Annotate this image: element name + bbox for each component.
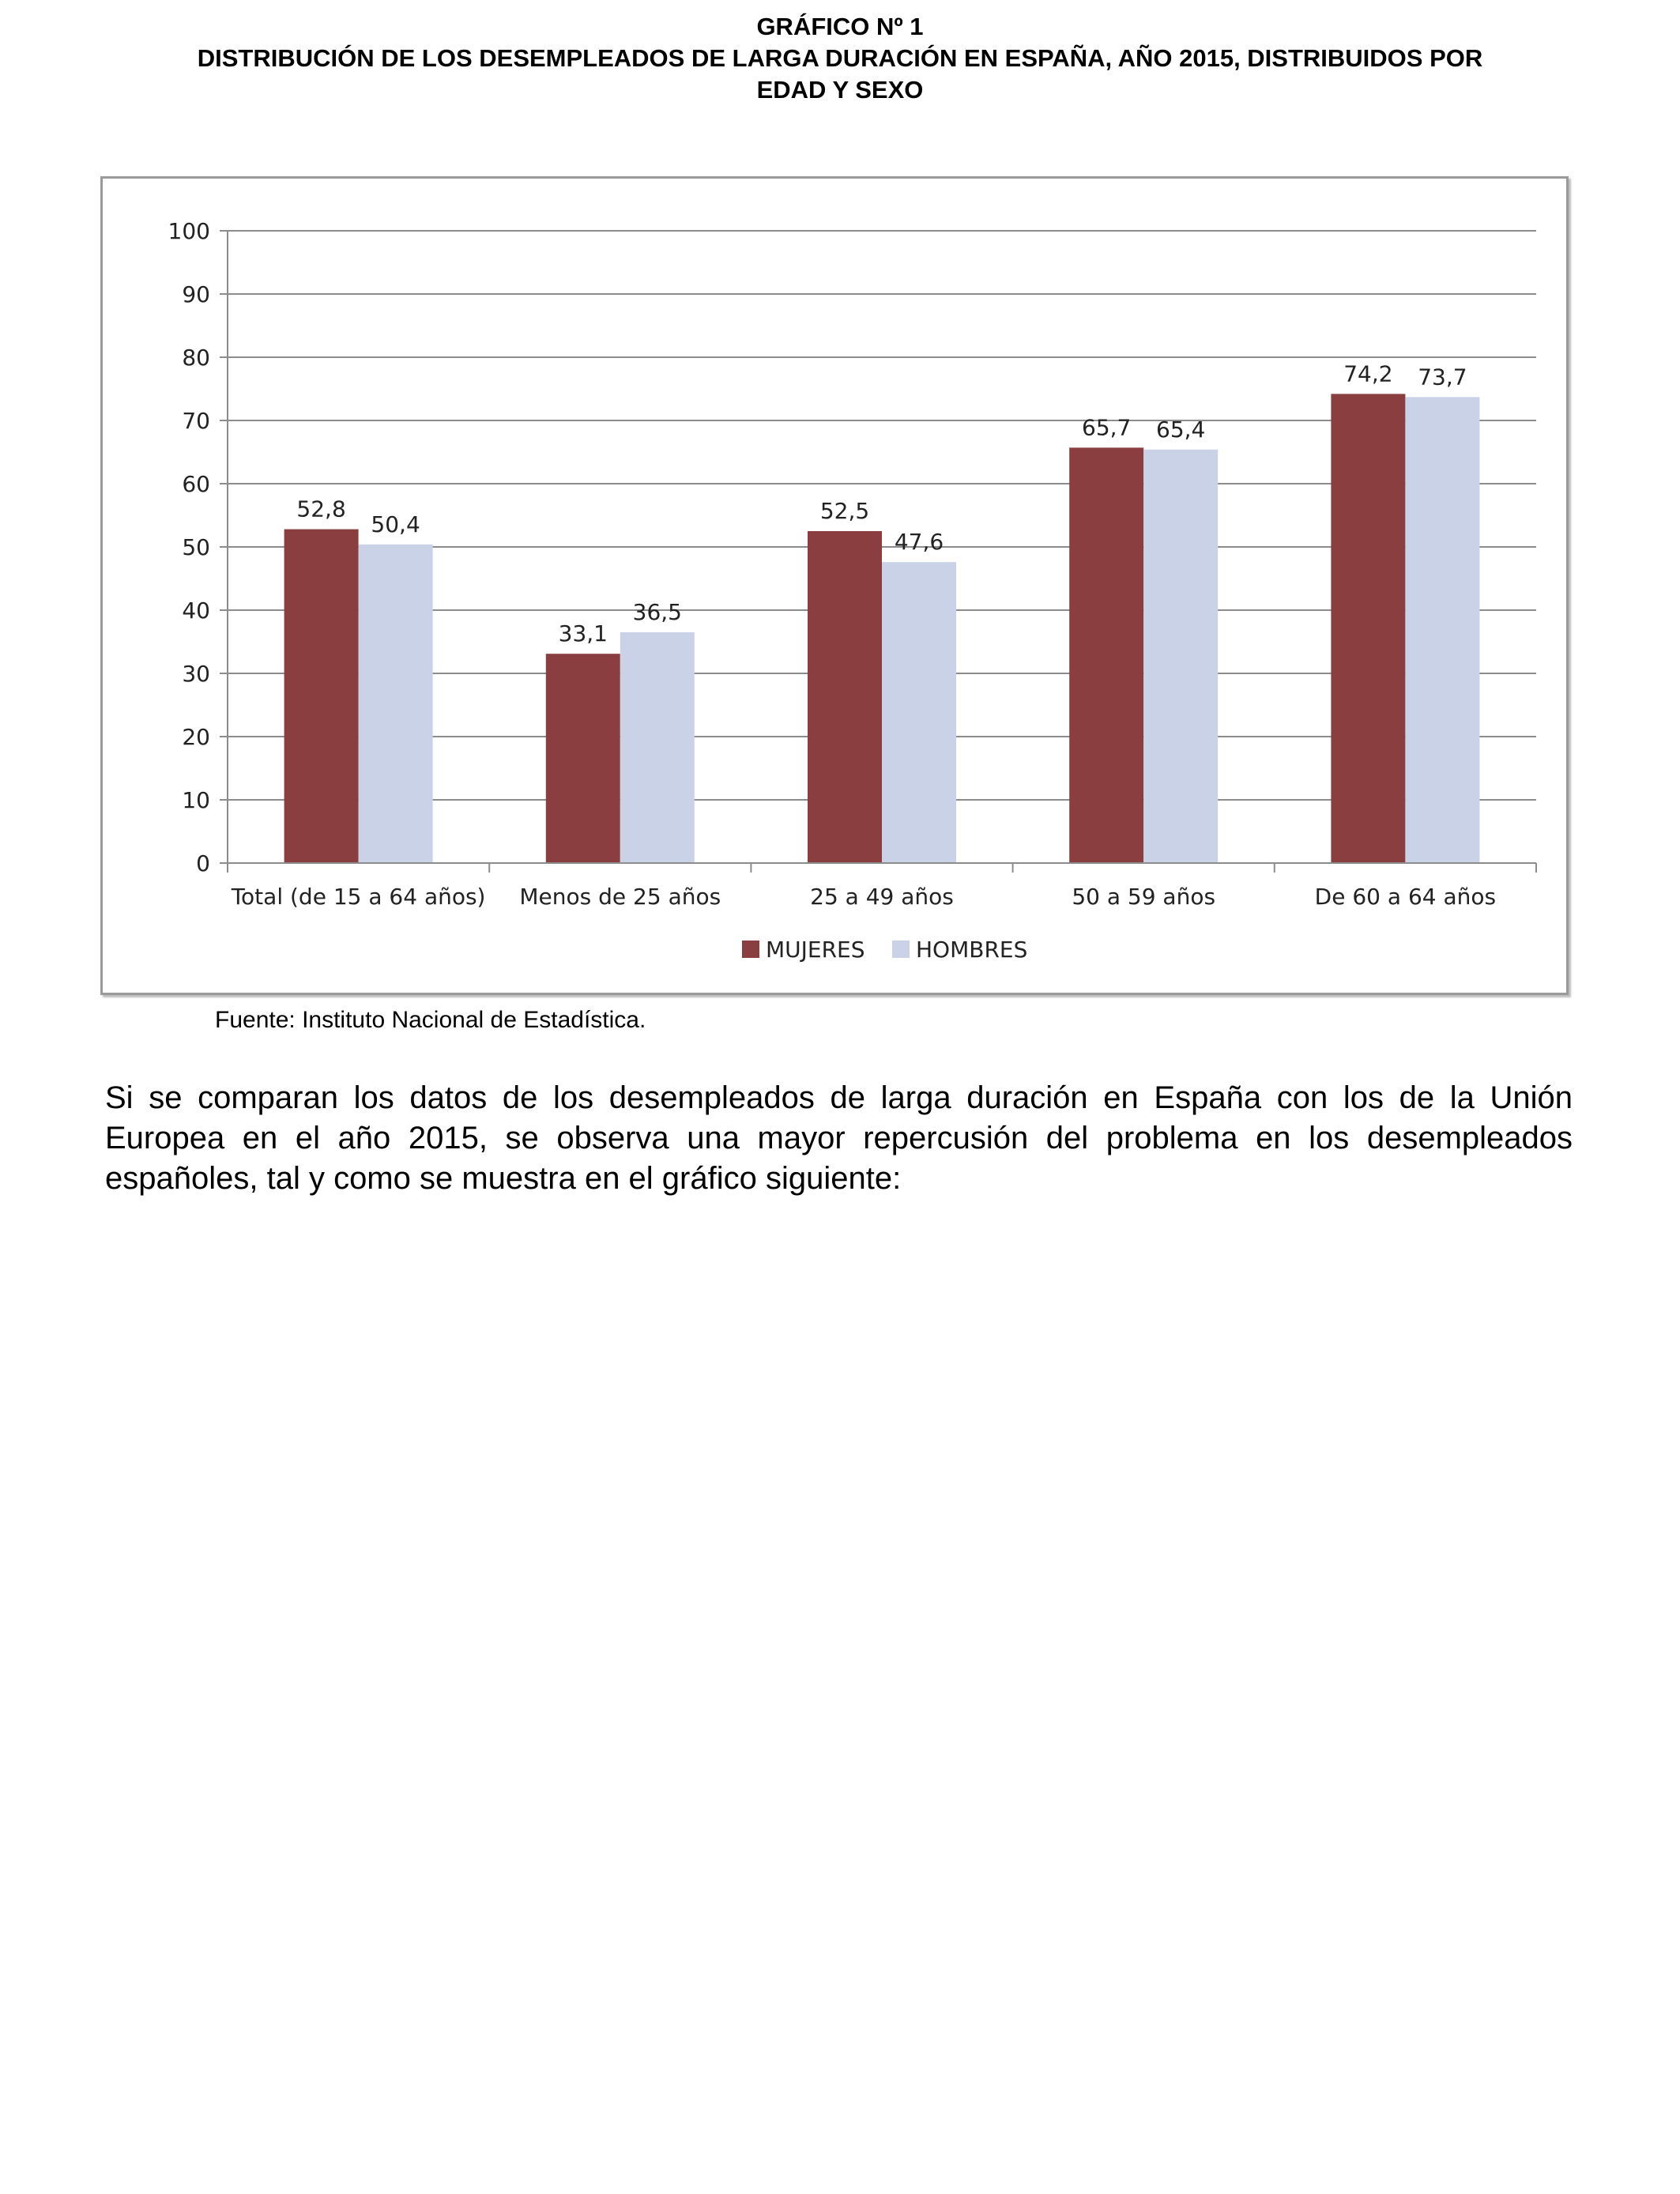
x-category-label: Menos de 25 años [519, 884, 721, 910]
figure-title-line-2: EDAD Y SEXO [756, 76, 924, 104]
y-tick-label: 70 [182, 408, 210, 434]
y-tick-label: 0 [196, 850, 210, 876]
body-paragraph: Si se comparan los datos de los desempleados de larga duración en España con los de la Unión Europea en el año 2015, se observa una mayor repercusión del problema en los desempleados españoles, tal y como se muestra en el gráfico siguiente: [105, 1080, 1573, 1196]
y-tick-label: 100 [168, 218, 210, 244]
y-tick-label: 40 [182, 598, 210, 624]
bar-chart [103, 179, 1566, 993]
data-label: 52,5 [819, 498, 870, 524]
data-label: 74,2 [1343, 360, 1393, 387]
bar-hombres [882, 562, 956, 863]
legend-swatch-mujeres [742, 941, 759, 958]
x-category-label: De 60 a 64 años [1314, 884, 1497, 910]
bar-mujeres [284, 530, 359, 863]
y-tick-label: 80 [182, 345, 210, 371]
legend-label: HOMBRES [916, 937, 1028, 963]
data-label: 65,4 [1156, 416, 1206, 443]
legend-swatch-hombres [892, 941, 910, 958]
bar-mujeres [808, 531, 882, 863]
legend-label: MUJERES [766, 937, 865, 963]
data-label: 73,7 [1418, 364, 1467, 390]
y-tick-label: 50 [182, 534, 210, 560]
y-tick-label: 30 [182, 661, 210, 687]
y-tick-label: 90 [182, 281, 210, 307]
figure-number: GRÁFICO Nº 1 [756, 13, 924, 40]
source-note: Fuente: Instituto Nacional de Estadística. [215, 1007, 646, 1033]
data-label: 33,1 [558, 620, 608, 647]
data-label: 65,7 [1082, 414, 1132, 441]
data-label: 52,8 [296, 496, 346, 522]
figure-header [0, 11, 1680, 106]
bar-mujeres [1069, 447, 1143, 863]
y-tick-label: 10 [182, 787, 210, 813]
bar-mujeres [1331, 394, 1405, 863]
data-label: 50,4 [371, 511, 420, 537]
x-category-label: 25 a 49 años [810, 884, 954, 910]
y-tick-label: 20 [182, 724, 210, 750]
data-label: 47,6 [894, 529, 944, 556]
bar-hombres [620, 632, 695, 863]
bar-hombres [359, 545, 433, 863]
data-label: 36,5 [632, 599, 682, 625]
bar-mujeres [546, 654, 620, 863]
figure-title-line-1: DISTRIBUCIÓN DE LOS DESEMPLEADOS DE LARGA DURACIÓN EN ESPAÑA, AÑO 2015, DISTRIBUIDOS POR [197, 44, 1483, 72]
x-category-label: Total (de 15 a 64 años) [231, 884, 486, 910]
chart-frame [100, 176, 1569, 995]
bar-hombres [1143, 450, 1218, 863]
x-category-label: 50 a 59 años [1072, 884, 1216, 910]
y-tick-label: 60 [182, 471, 210, 497]
bar-hombres [1405, 397, 1479, 863]
